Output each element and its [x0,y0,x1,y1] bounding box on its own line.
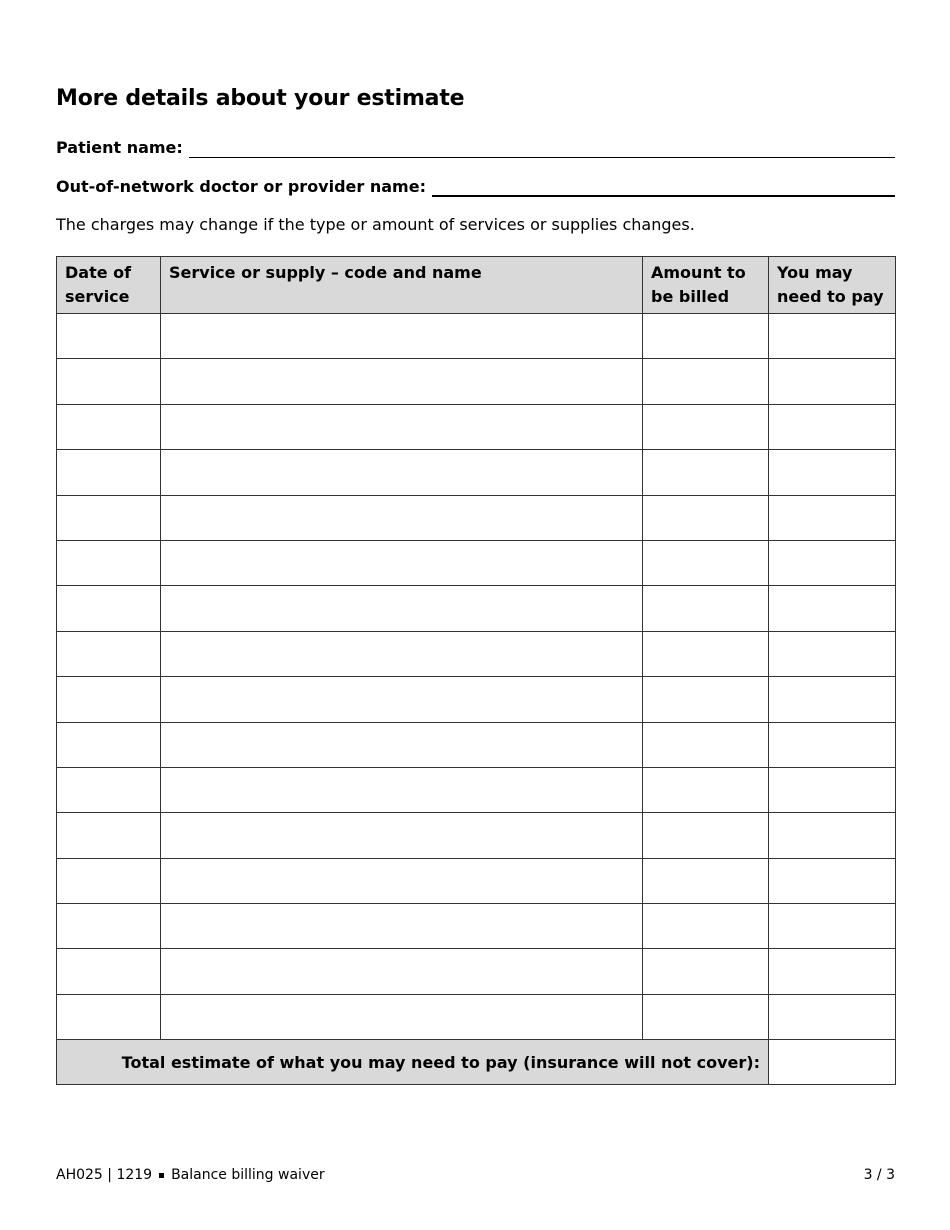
footer-page-number: 3 / 3 [863,1167,895,1183]
service-cell[interactable] [161,767,643,812]
table-row [57,314,896,359]
patient-name-field[interactable] [56,138,895,158]
pay-cell[interactable] [769,314,896,359]
pay-cell[interactable] [769,858,896,903]
table-header-row [57,257,896,314]
date-cell[interactable] [57,359,161,404]
date-cell[interactable] [57,677,161,722]
pay-cell[interactable] [769,586,896,631]
amount-cell[interactable] [643,540,769,585]
date-cell[interactable] [57,586,161,631]
footer-form-info [56,1167,325,1183]
total-row [57,1040,896,1085]
service-cell[interactable] [161,359,643,404]
service-cell[interactable] [161,586,643,631]
pay-cell[interactable] [769,904,896,949]
table-row [57,540,896,585]
amount-cell[interactable] [643,994,769,1039]
amount-cell[interactable] [643,314,769,359]
table-row [57,813,896,858]
header-amount-to-be-billed: Amount to be billed [643,257,769,314]
date-cell[interactable] [57,904,161,949]
amount-cell[interactable] [643,586,769,631]
pay-cell[interactable] [769,495,896,540]
amount-cell[interactable] [643,495,769,540]
provider-name-label: Out-of-network doctor or provider name: [56,177,426,196]
header-you-may-need-to-pay: You may need to pay [769,257,896,314]
amount-cell[interactable] [643,359,769,404]
table-row [57,450,896,495]
pay-cell[interactable] [769,949,896,994]
pay-cell[interactable] [769,677,896,722]
service-cell[interactable] [161,404,643,449]
pay-cell[interactable] [769,767,896,812]
table-row [57,495,896,540]
patient-name-input-line[interactable] [189,139,895,158]
service-cell[interactable] [161,631,643,676]
date-cell[interactable] [57,858,161,903]
date-cell[interactable] [57,813,161,858]
date-cell[interactable] [57,994,161,1039]
date-cell[interactable] [57,404,161,449]
amount-cell[interactable] [643,904,769,949]
amount-cell[interactable] [643,813,769,858]
service-cell[interactable] [161,858,643,903]
amount-cell[interactable] [643,450,769,495]
service-cell[interactable] [161,314,643,359]
service-cell[interactable] [161,813,643,858]
estimate-table [56,256,896,1085]
table-row [57,722,896,767]
table-row [57,949,896,994]
page-title: More details about your estimate [56,86,465,111]
table-row [57,858,896,903]
table-row [57,904,896,949]
service-cell[interactable] [161,904,643,949]
pay-cell[interactable] [769,813,896,858]
pay-cell[interactable] [769,994,896,1039]
service-cell[interactable] [161,450,643,495]
pay-cell[interactable] [769,359,896,404]
table-row [57,677,896,722]
pay-cell[interactable] [769,540,896,585]
estimate-rows [57,314,896,1040]
amount-cell[interactable] [643,722,769,767]
date-cell[interactable] [57,450,161,495]
table-row [57,631,896,676]
date-cell[interactable] [57,949,161,994]
table-row [57,404,896,449]
service-cell[interactable] [161,677,643,722]
date-cell[interactable] [57,495,161,540]
footer-form-id: AH025 | 1219 [56,1167,153,1183]
provider-name-input-line[interactable] [432,177,895,197]
pay-cell[interactable] [769,722,896,767]
service-cell[interactable] [161,949,643,994]
table-row [57,586,896,631]
date-cell[interactable] [57,722,161,767]
header-service-or-supply: Service or supply – code and name [161,257,643,314]
service-cell[interactable] [161,722,643,767]
provider-name-field[interactable] [56,177,895,197]
charges-note: The charges may change if the type or amount of services or supplies changes. [56,215,695,234]
date-cell[interactable] [57,314,161,359]
table-row [57,994,896,1039]
date-cell[interactable] [57,767,161,812]
amount-cell[interactable] [643,858,769,903]
date-cell[interactable] [57,540,161,585]
amount-cell[interactable] [643,767,769,812]
amount-cell[interactable] [643,631,769,676]
service-cell[interactable] [161,994,643,1039]
pay-cell[interactable] [769,404,896,449]
total-label: Total estimate of what you may need to pay (insurance will not cover): [57,1040,769,1085]
header-date-of-service: Date of service [57,257,161,314]
patient-name-label: Patient name: [56,138,183,157]
total-amount-cell[interactable] [769,1040,896,1085]
footer-form-name: Balance billing waiver [171,1167,325,1183]
table-row [57,359,896,404]
amount-cell[interactable] [643,404,769,449]
date-cell[interactable] [57,631,161,676]
table-row [57,767,896,812]
amount-cell[interactable] [643,677,769,722]
pay-cell[interactable] [769,450,896,495]
pay-cell[interactable] [769,631,896,676]
service-cell[interactable] [161,540,643,585]
service-cell[interactable] [161,495,643,540]
bullet-separator-icon [159,1173,164,1178]
amount-cell[interactable] [643,949,769,994]
